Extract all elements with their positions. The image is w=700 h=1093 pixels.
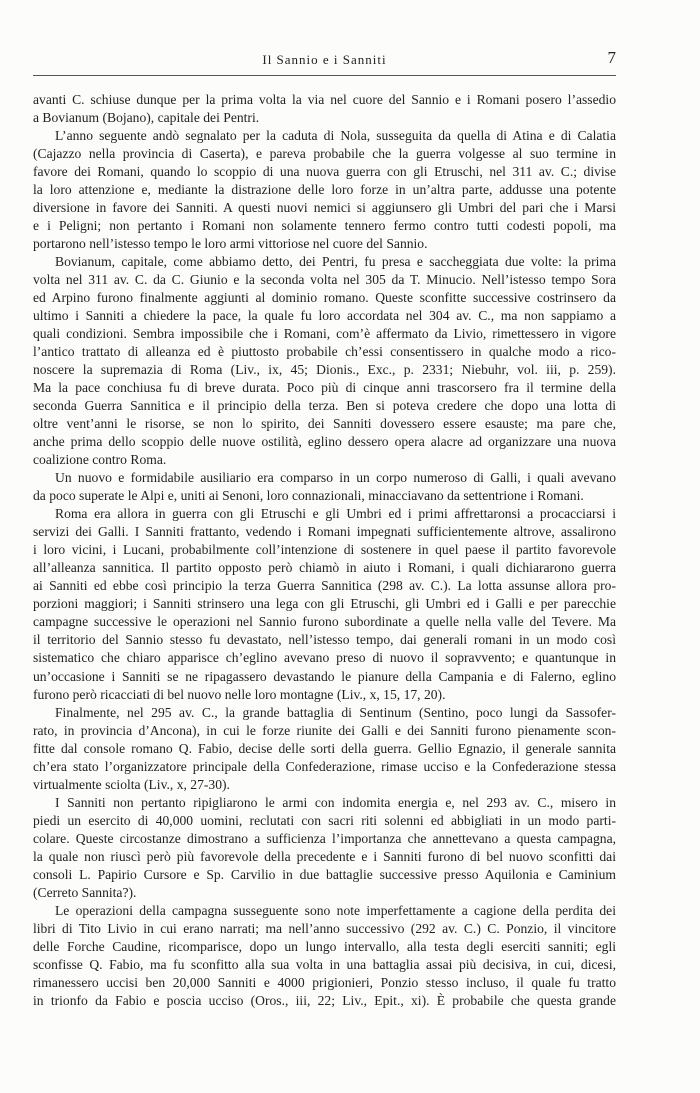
text-line: ai Sanniti ed ebbe così principio la terza Guerra Sannitica (298 av. C.). La lotta assunse allora pro-	[33, 578, 616, 594]
text-line: colare. Queste circostanze dimostrano a sufficienza l’importanza che annettevano a questa campagna,	[33, 830, 616, 846]
text-line: ch’era stato l’organizzatore principale della Confederazione, rimase ucciso e la Confederazione stessa	[33, 758, 616, 774]
text-line: Ma la pace conchiusa fu di breve durata. Poco più di cinque anni trascorsero fra il termine della	[33, 380, 616, 396]
text-line: L’anno seguente andò segnalato per la caduta di Nola, susseguita da quella di Atina e di Calatia	[55, 128, 616, 144]
text-line: a Bovianum (Bojano), capitale dei Pentri.	[33, 110, 260, 126]
text-line: volta nel 311 av. C. da C. Giunio e la seconda volta nel 305 da T. Minucio. Nell’istesso tempo Sora	[33, 272, 616, 288]
text-line: e i Peligni; non pertanto i Romani non solamente tennero fermo contro tutti codesti popoli, ma	[33, 218, 616, 234]
text-line: un’occasione i Sanniti se ne ripagassero devastando le pianure della Campania e di Falerno, eglino	[33, 668, 616, 684]
text-line: oltre vent’anni le risorse, se non lo spirito, dei Sanniti dovessero essere esauste; ma pare che,	[33, 416, 616, 432]
text-line: porzioni maggiori; i Sanniti strinsero una lega con gli Etruschi, gli Umbri ed i Galli e per parecchie	[33, 596, 616, 612]
text-line: consoli L. Papirio Cursore e Sp. Carvilio in due battaglie successive presso Aquilonia e Caminium	[33, 866, 616, 882]
running-title: Il Sannio e i Sanniti	[262, 52, 387, 67]
page-number: 7	[607, 48, 616, 67]
text-line: l’antico trattato di alleanza ed è piuttosto probabile ch’essi consentissero in qualche modo a rico-	[33, 344, 616, 360]
body-text	[33, 91, 616, 1010]
text-line: Un nuovo e formidabile ausiliario era comparso in un corpo numeroso di Galli, i quali avevano	[55, 470, 616, 486]
text-line: sconfisse Q. Fabio, ma fu sconfitto alla sua volta in una battaglia assai più decisiva, in cui, dicesi,	[33, 956, 616, 972]
text-line: fitte dal console romano Q. Fabio, decise delle sorti della guerra. Gellio Egnazio, il generale sannita	[33, 740, 616, 756]
text-line: Roma era allora in guerra con gli Etruschi e gli Umbri ed i primi affrettaronsi a procacciarsi i	[55, 506, 616, 522]
text-line: rimanessero uccisi ben 20,000 Sanniti e 4000 prigionieri, Ponzio stesso incluso, il quale fu tratto	[33, 974, 616, 990]
text-line: il territorio del Sannio stesso fu devastato, nell’istesso tempo, dai generali romani in un modo così	[33, 632, 616, 648]
text-line: ed Arpino furono finalmente aggiunti al dominio romano. Queste sconfitte successive costrinsero da	[33, 290, 616, 306]
text-line: i loro vicini, i Lucani, probabilmente coll’intenzione di sostenere in quel paese il partito favorevole	[33, 542, 616, 558]
text-line: ultimo i Sanniti a chiedere la pace, la quale fu loro accordata nel 304 av. C., ma non sappiamo a	[33, 308, 616, 324]
text-line: sistematico che chiaro apparisce ch’eglino avevano preso di nuovo il sopravvento; e quantunque in	[33, 650, 616, 666]
text-line: portarono nell’istesso tempo le loro armi vittoriose nel cuore del Sannio.	[33, 236, 428, 252]
text-line: avanti C. schiuse dunque per la prima volta la via nel cuore del Sannio e i Romani posero l’assedio	[33, 92, 616, 107]
text-line: servizi dei Galli. I Sanniti frattanto, vedendo i Romani impegnati sufficientemente altrove, assalirono	[33, 524, 616, 540]
text-line: coalizione contro Roma.	[33, 452, 167, 468]
text-line: anche prima dello scoppio delle nuove ostilità, eglino dessero opera alacre ad organizzare una nuova	[33, 434, 616, 450]
text-line: Finalmente, nel 295 av. C., la grande battaglia di Sentinum (Sentino, poco lungi da Sassofer-	[55, 704, 616, 720]
text-line: in trionfo da Fabio e poscia ucciso (Oros., iii, 22; Liv., Epit., xi). È probabile che questa grande	[33, 992, 616, 1008]
text-line: la loro attenzione e, mediante la distrazione delle loro forze in un’altra parte, addusse una potente	[33, 182, 616, 198]
text-line: delle Forche Caudine, ricomparisce, dopo un lungo intervallo, alla testa degli eserciti sanniti; egli	[33, 938, 616, 954]
text-line: Bovianum, capitale, come abbiamo detto, dei Pentri, fu presa e saccheggiata due volte: la prima	[55, 254, 616, 270]
text-line: all’alleanza sannitica. Il partito opposto però chiamò in aiuto i Romani, i quali dichiararono guerra	[33, 560, 616, 576]
text-line: libri di Tito Livio in cui erano narrati; ma nell’anno successivo (292 av. C.) C. Ponzio, il vincitore	[33, 920, 616, 936]
text-line: piedi un esercito di 40,000 uomini, reclutati con sacri riti solenni ed abbigliati in un modo parti-	[33, 812, 616, 828]
text-line: virtualmente sciolta (Liv., x, 27-30).	[33, 776, 230, 792]
text-line: (Cerreto Sannita?).	[33, 884, 137, 900]
text-line: furono però ricacciati di bel nuovo nelle loro montagne (Liv., x, 15, 17, 20).	[33, 686, 446, 702]
text-line: quali condizioni. Sembra impossibile che i Romani, com’è affermato da Livio, rimettessero in vigore	[33, 326, 616, 342]
text-line: campagne successive le operazioni nel Sannio furono subordinate a quelle nella valle del Tevere. Ma	[33, 614, 616, 630]
text-line: diversione in favore dei Sanniti. A questi nuovi nemici si aggiunsero gli Umbri del pari che i Marsi	[33, 200, 616, 216]
text-line: seconda Guerra Sannitica e il principio della terza. Ben si poteva credere che dopo una lotta di	[33, 398, 616, 414]
text-line: da poco superate le Alpi e, uniti ai Senoni, loro connazionali, minacciavano da settentrione i Romani.	[33, 488, 584, 504]
text-line: noscere la supremazia di Roma (Liv., ix, 45; Dionis., Exc., p. 2331; Niebuhr, vol. iii, p. 259).	[33, 362, 616, 378]
text-line: (Cajazzo nella provincia di Caserta), e pareva probabile che la guerra volgesse al suo termine in	[33, 146, 616, 162]
header-rule	[33, 75, 616, 76]
text-line: I Sanniti non pertanto ripigliarono le armi con indomita energia e, nel 293 av. C., misero in	[55, 794, 616, 810]
page-header	[33, 48, 616, 70]
text-line: la quale non riuscì però più favorevole della precedente e i Sanniti furono di bel nuovo sconfitti dai	[33, 848, 616, 864]
text-line: Le operazioni della campagna susseguente sono note imperfettamente a cagione della perdita dei	[55, 902, 616, 918]
text-line: favore dei Romani, quando lo scoppio di una nuova guerra con gli Etruschi, nel 311 av. C.; divise	[33, 164, 616, 180]
text-line: rato, in provincia d’Ancona), in cui le forze riunite dei Galli e dei Sanniti furono pienamente scon-	[33, 722, 616, 738]
